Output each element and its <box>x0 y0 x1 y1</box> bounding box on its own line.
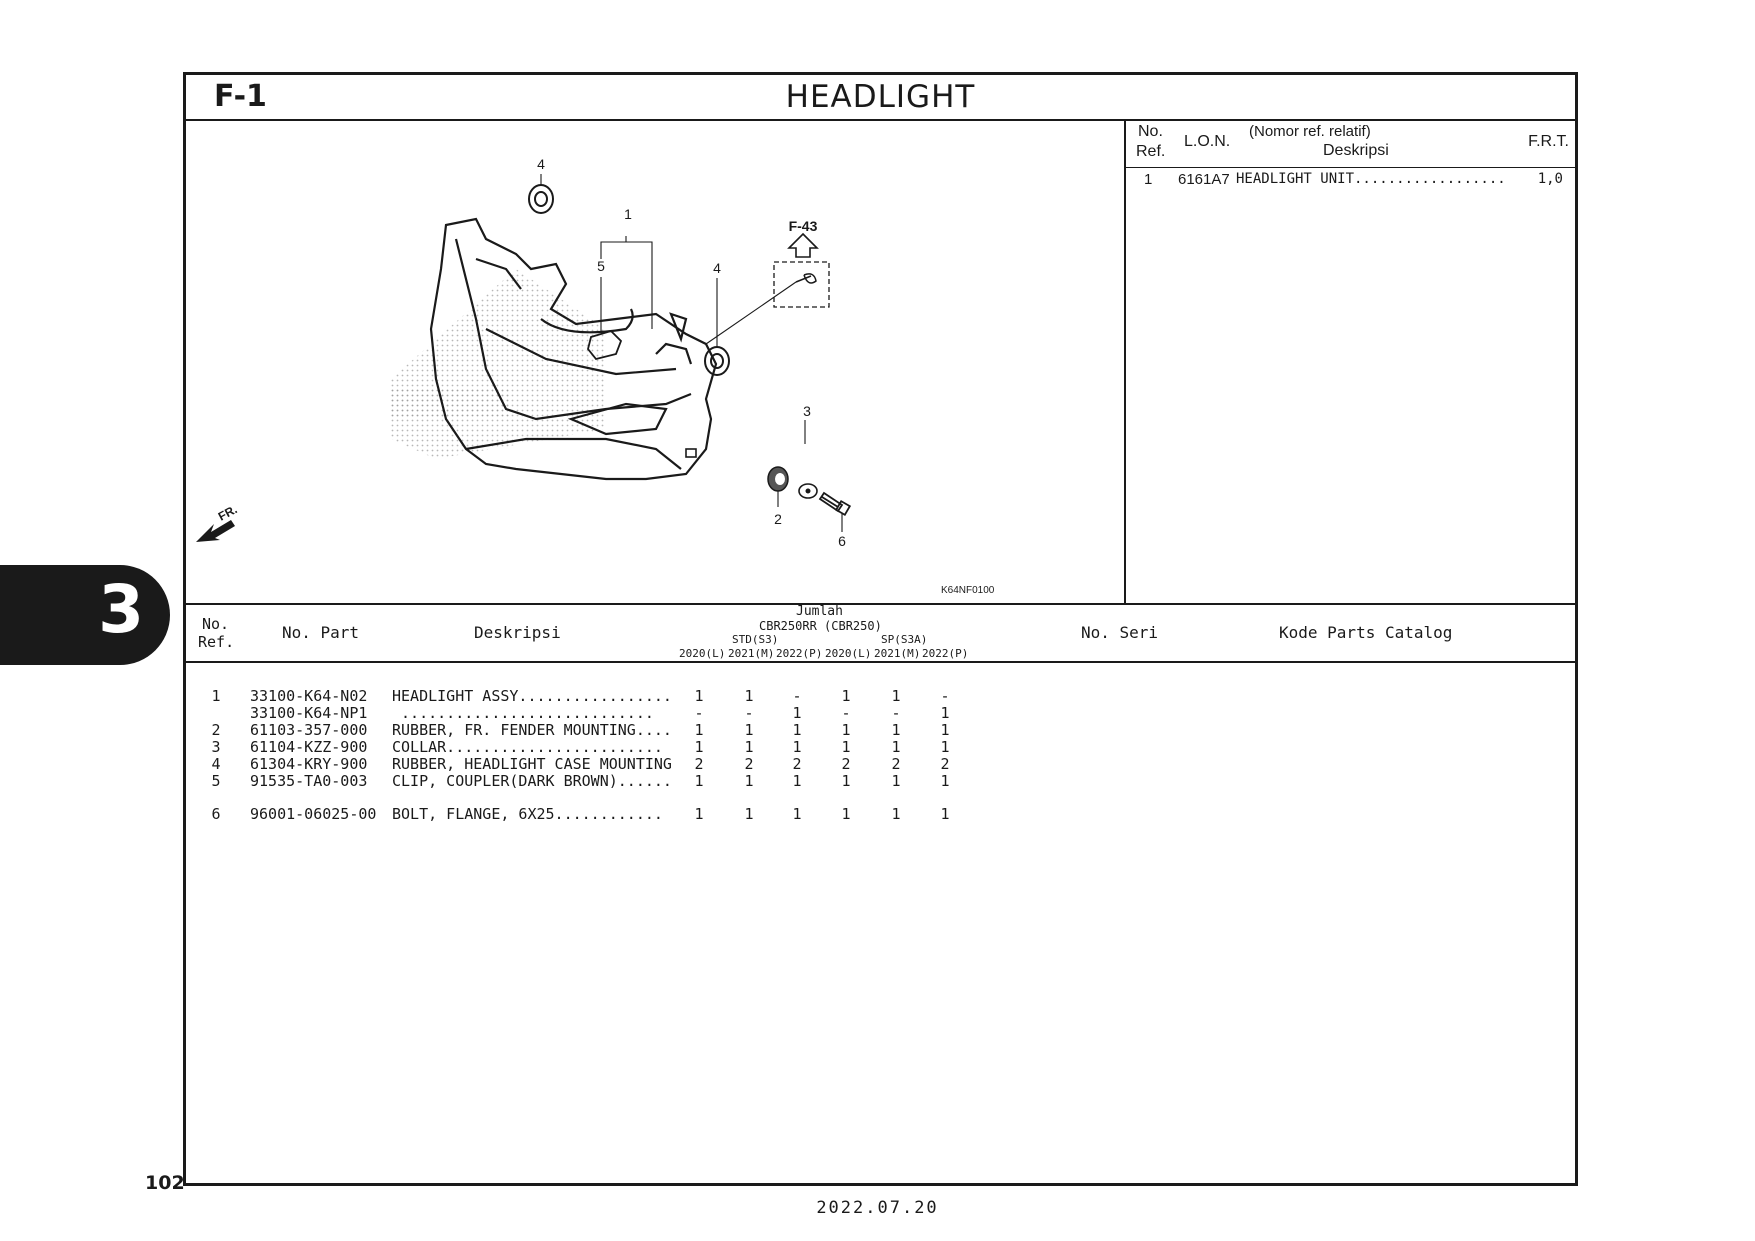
header-catalog: Kode Parts Catalog <box>1279 623 1453 642</box>
lon-no-label: No. <box>1138 123 1163 140</box>
lon-row-lon: 6161A7 <box>1178 171 1230 188</box>
callout-3: 3 <box>803 403 811 419</box>
header-no: No. <box>202 615 230 633</box>
header-year-4: 2020(L) <box>825 647 872 660</box>
callout-2: 2 <box>774 511 782 527</box>
callout-4-right: 4 <box>713 260 721 276</box>
table-row: 33100-K64-NP1 ............................ - - 1 - - 1 <box>250 704 950 722</box>
lon-ref-label: Ref. <box>1136 143 1166 160</box>
headlight-illustration <box>186 119 1124 603</box>
header-serial: No. Seri <box>1081 623 1159 642</box>
parts-table-body <box>186 663 1575 1183</box>
header-sp: SP(S3A) <box>881 633 928 646</box>
header-ref: Ref. <box>198 633 235 651</box>
header-year-6: 2022(P) <box>922 647 969 660</box>
figure-code: F-1 <box>214 79 267 114</box>
callout-5: 5 <box>597 258 605 274</box>
lon-row-ref: 1 <box>1144 171 1153 188</box>
table-row: 4 61304-KRY-900 RUBBER, HEADLIGHT CASE MOUNTING 2 2 2 2 2 2 <box>211 755 950 773</box>
header-year-1: 2020(L) <box>679 647 726 660</box>
page-title: HEADLIGHT <box>785 79 976 115</box>
table-row: 1 33100-K64-N02 HEADLIGHT ASSY................. 1 1 - 1 1 - <box>211 687 950 705</box>
table-row: 6 96001-06025-00 BOLT, FLANGE, 6X25............ 1 1 1 1 1 1 <box>211 805 950 823</box>
section-tab <box>0 565 170 665</box>
reference-f43: F-43 <box>788 218 818 234</box>
callout-6: 6 <box>838 533 846 549</box>
page-frame <box>183 72 1578 1186</box>
lon-header <box>1126 119 1575 168</box>
exploded-diagram <box>186 119 1126 605</box>
table-row: 5 91535-TA0-003 CLIP, COUPLER(DARK BROWN)...... 1 1 1 1 1 1 <box>211 772 950 790</box>
header-year-5: 2021(M) <box>874 647 921 660</box>
lon-lon-label: L.O.N. <box>1184 133 1231 150</box>
print-date: 2022.07.20 <box>816 1198 939 1218</box>
callout-1: 1 <box>624 206 632 222</box>
lon-deskripsi-label: Deskripsi <box>1323 142 1389 159</box>
lon-nomor-label: (Nomor ref. relatif) <box>1249 123 1371 140</box>
header-jumlah: Jumlah <box>796 604 843 619</box>
table-row: 3 61104-KZZ-900 COLLAR........................ 1 1 1 1 1 1 <box>211 738 950 756</box>
header-desc: Deskripsi <box>474 623 561 642</box>
header-year-2: 2021(M) <box>728 647 775 660</box>
lon-row-desc: HEADLIGHT UNIT.................. <box>1236 171 1506 187</box>
header-year-3: 2022(P) <box>776 647 823 660</box>
header-std: STD(S3) <box>732 633 779 646</box>
title-bar <box>186 75 1575 121</box>
parts-table-header <box>186 605 1575 663</box>
header-model: CBR250RR (CBR250) <box>759 619 882 633</box>
page-number: 102 <box>145 1172 185 1194</box>
table-row: 2 61103-357-000 RUBBER, FR. FENDER MOUNTING.... 1 1 1 1 1 1 <box>211 721 950 739</box>
callout-4-upper: 4 <box>537 156 545 172</box>
lon-row-frt: 1,0 <box>1537 171 1563 187</box>
illustration-code: K64NF0100 <box>941 585 995 596</box>
lon-frt-label: F.R.T. <box>1528 133 1569 150</box>
header-part-no: No. Part <box>282 623 360 642</box>
lon-panel <box>1126 119 1575 605</box>
section-number: 3 <box>98 571 144 648</box>
direction-label: FR. <box>215 502 240 524</box>
